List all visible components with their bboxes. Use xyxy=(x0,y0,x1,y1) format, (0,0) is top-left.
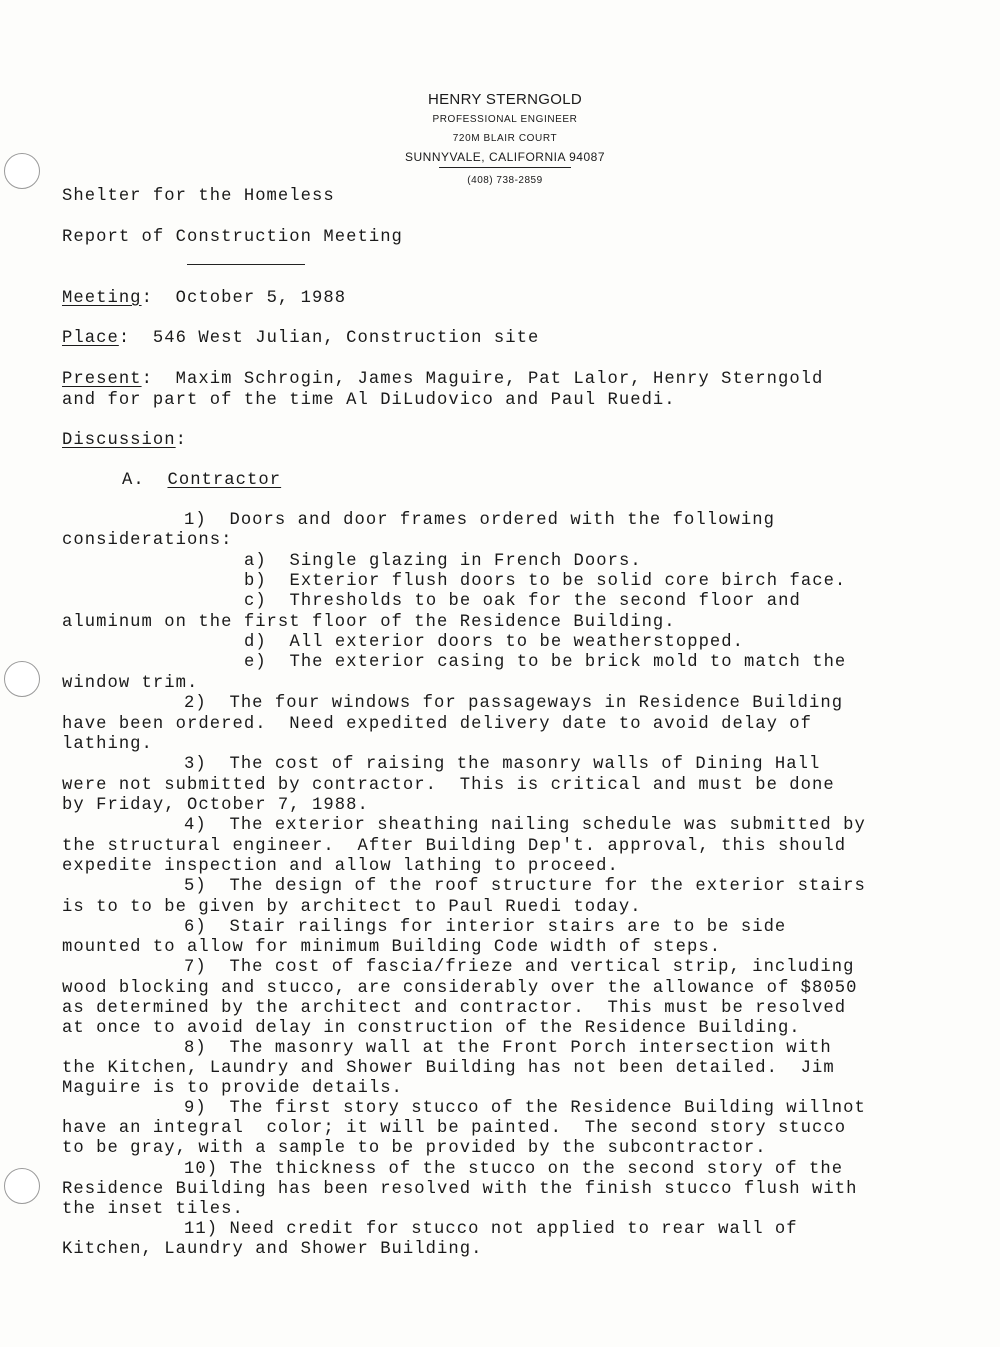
present-label: Present xyxy=(62,370,142,389)
title-underline xyxy=(187,264,305,265)
section-heading xyxy=(122,471,281,491)
letterhead-address: 720M BLAIR COURT xyxy=(452,133,558,144)
report-title: Report of Construction Meeting xyxy=(62,228,403,247)
item-text: 1) Doors and door frames ordered with the following xyxy=(184,511,775,530)
discussion-label: Discussion xyxy=(62,431,176,450)
place-line: Place: 546 West Julian, Construction site xyxy=(62,329,540,348)
item-text: the inset tiles. xyxy=(62,1200,244,1219)
present-line-2: and for part of the time Al DiLudovico and Paul Ruedi. xyxy=(62,391,676,410)
section-letter: A. xyxy=(122,471,145,490)
meeting-label: Meeting xyxy=(62,289,142,308)
place-value: 546 West Julian, Construction site xyxy=(152,329,540,348)
item-text: 5) The design of the roof structure for the exterior stairs xyxy=(184,877,866,896)
project-name: Shelter for the Homeless xyxy=(62,187,335,206)
item-text: mounted to allow for minimum Building Code width of steps. xyxy=(62,938,722,957)
item-text: 8) The masonry wall at the Front Porch intersection with xyxy=(184,1039,832,1058)
binder-hole-top xyxy=(4,153,40,189)
item-text: e) The exterior casing to be brick mold to match the xyxy=(244,653,847,672)
letterhead-title: PROFESSIONAL ENGINEER xyxy=(432,114,578,125)
binder-hole-bottom xyxy=(4,1168,40,1204)
item-text: Maguire is to provide details. xyxy=(62,1079,403,1098)
letterhead-phone: (408) 738-2859 xyxy=(467,175,543,186)
item-text: a) Single glazing in French Doors. xyxy=(244,552,642,571)
item-text: as determined by the architect and contractor. This must be resolved xyxy=(62,999,847,1018)
item-text: 9) The first story stucco of the Residence Building willnot xyxy=(184,1099,866,1118)
item-text: at once to avoid delay in construction of the Residence Building. xyxy=(62,1019,801,1038)
letterhead-divider xyxy=(439,167,571,168)
section-title: Contractor xyxy=(167,471,282,490)
item-text: window trim. xyxy=(62,674,199,693)
item-text: 2) The four windows for passageways in Residence Building xyxy=(184,694,844,713)
item-text: b) Exterior flush doors to be solid core birch face. xyxy=(244,572,847,591)
item-text: is to to be given by architect to Paul Ruedi today. xyxy=(62,898,642,917)
item-text: considerations: xyxy=(62,531,233,550)
item-text: 4) The exterior sheathing nailing schedule was submitted by xyxy=(184,816,866,835)
item-text: have been ordered. Need expedited delivery date to avoid delay of xyxy=(62,715,813,734)
item-text: Kitchen, Laundry and Shower Building. xyxy=(62,1240,483,1259)
item-text: the Kitchen, Laundry and Shower Building has not been detailed. Jim xyxy=(62,1059,835,1078)
item-text: expedite inspection and allow lathing to proceed. xyxy=(62,857,619,876)
item-text: Residence Building has been resolved with the finish stucco flush with xyxy=(62,1180,858,1199)
meeting-line: Meeting: October 5, 1988 xyxy=(62,289,347,308)
item-text: were not submitted by contractor. This is critical and must be done xyxy=(62,776,835,795)
item-text: have an integral color; it will be painted. The second story stucco xyxy=(62,1119,847,1138)
item-text: aluminum on the first floor of the Residence Building. xyxy=(62,613,676,632)
item-text: 3) The cost of raising the masonry walls of Dining Hall xyxy=(184,755,821,774)
meeting-date: October 5, 1988 xyxy=(175,289,347,308)
item-text: wood blocking and stucco, are considerably over the allowance of $8050 xyxy=(62,979,858,998)
present-line-1: Present: Maxim Schrogin, James Maguire, Pat Lalor, Henry Sterngold xyxy=(62,370,824,389)
discussion-line: Discussion: xyxy=(62,431,188,450)
item-text: 11) Need credit for stucco not applied to rear wall of xyxy=(184,1220,798,1239)
item-text: 10) The thickness of the stucco on the second story of the xyxy=(184,1160,844,1179)
item-text: 7) The cost of fascia/frieze and vertical strip, including xyxy=(184,958,855,977)
letterhead-city: SUNNYVALE, CALIFORNIA 94087 xyxy=(404,150,606,164)
letterhead-name: HENRY STERNGOLD xyxy=(428,91,582,108)
letterhead xyxy=(370,90,640,188)
present-attendees: Maxim Schrogin, James Maguire, Pat Lalor, Henry Sterngold xyxy=(175,370,824,389)
item-text: by Friday, October 7, 1988. xyxy=(62,796,369,815)
item-text: d) All exterior doors to be weatherstopped. xyxy=(244,633,745,652)
item-text: 6) Stair railings for interior stairs are to be side xyxy=(184,918,787,937)
item-text: c) Thresholds to be oak for the second floor and xyxy=(244,592,801,611)
item-text: the structural engineer. After Building Dep't. approval, this should xyxy=(62,837,847,856)
binder-hole-middle xyxy=(4,661,40,697)
item-text: lathing. xyxy=(62,735,153,754)
item-text: to be gray, with a sample to be provided by the subcontractor. xyxy=(62,1139,767,1158)
place-label: Place xyxy=(62,329,119,348)
